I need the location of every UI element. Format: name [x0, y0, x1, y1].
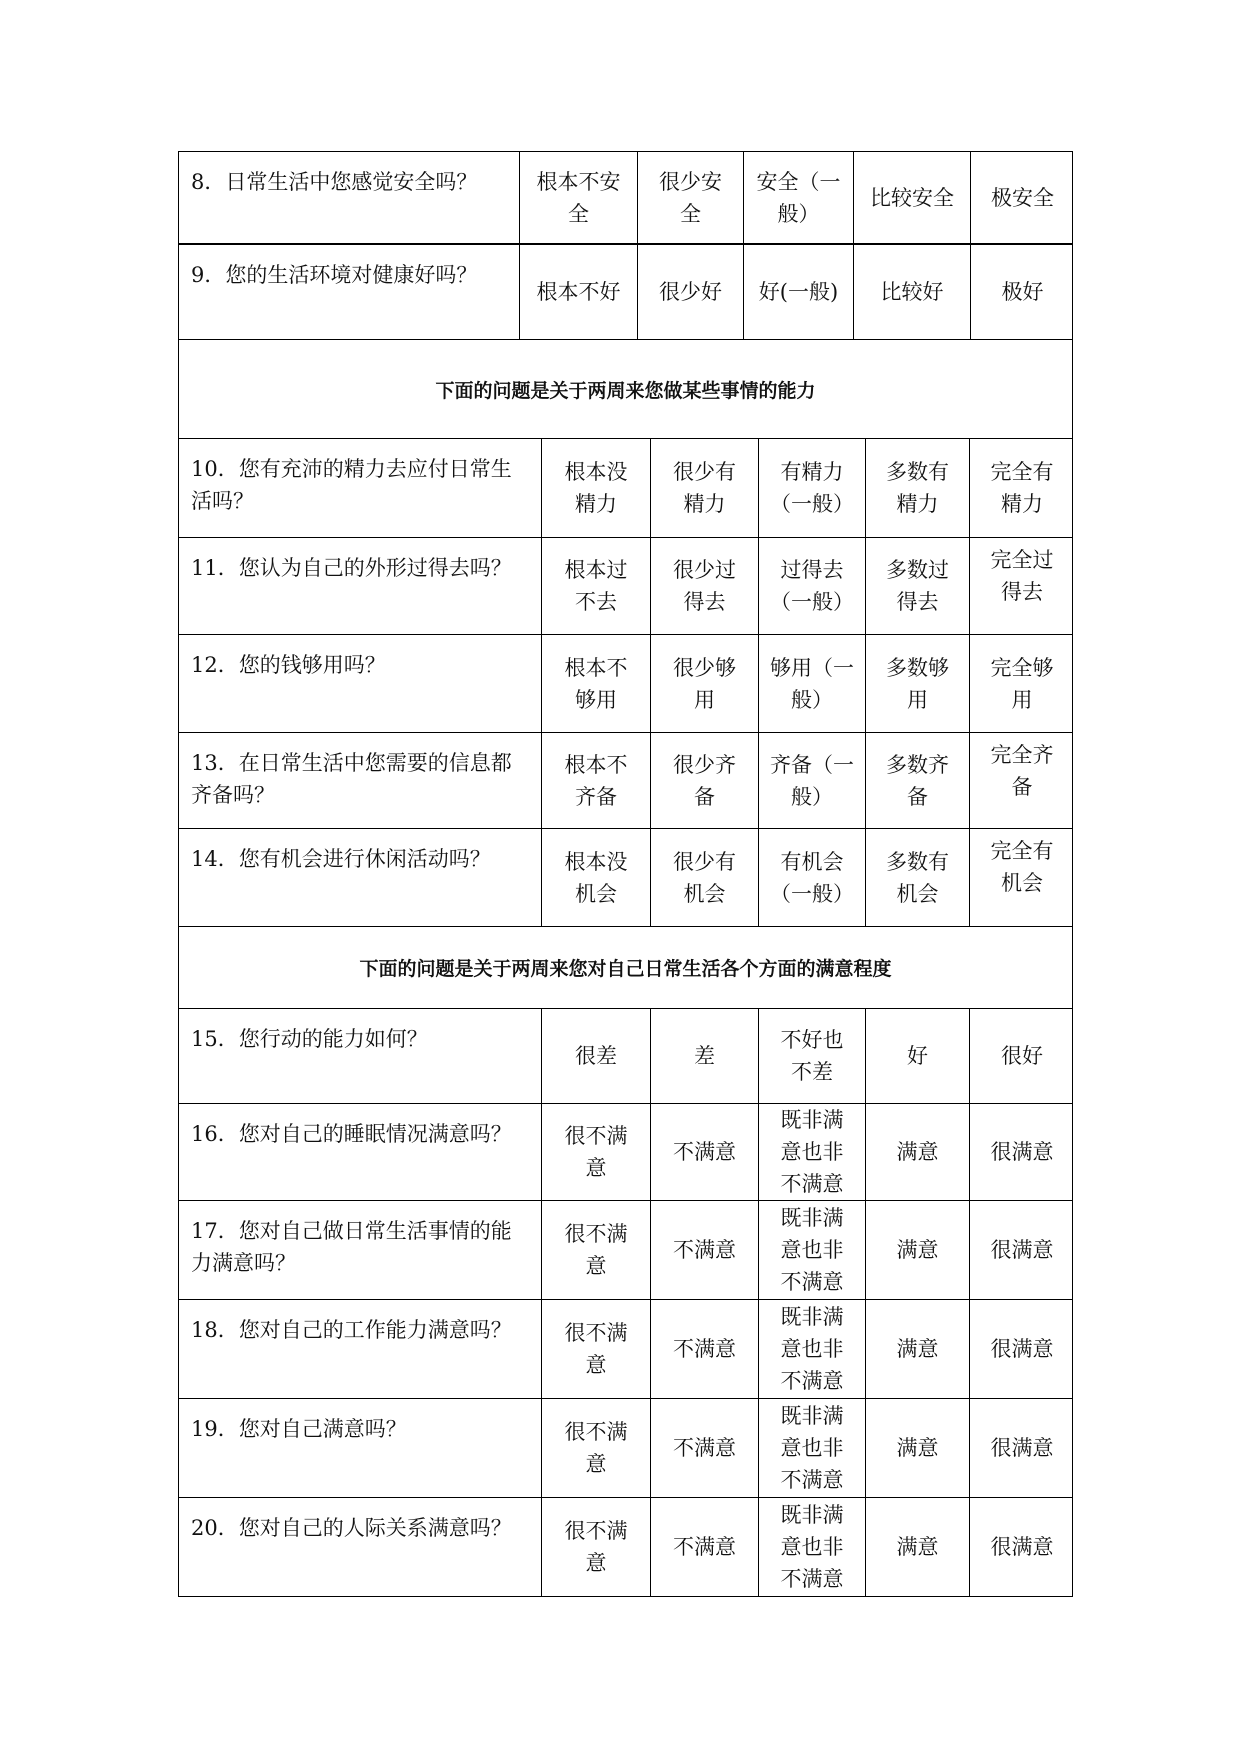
- answer-option[interactable]: [969, 439, 1074, 537]
- answer-option[interactable]: [758, 1104, 865, 1200]
- answer-option[interactable]: [650, 635, 758, 732]
- answer-option-label: 满意: [896, 1436, 939, 1460]
- answer-option[interactable]: [969, 1300, 1074, 1398]
- section-header: 下面的问题是关于两周来您做某些事情的能力: [435, 379, 816, 402]
- answer-option-label: 有精力 （一般）: [770, 460, 854, 516]
- answer-option-label: 安全（一 般）: [756, 169, 841, 226]
- answer-option-label: 很少过 得去: [673, 558, 736, 614]
- answer-option-label: 比较安全: [870, 185, 954, 210]
- answer-option[interactable]: [650, 829, 758, 926]
- answer-option[interactable]: [865, 538, 969, 634]
- answer-option-label: 多数有 精力: [886, 460, 949, 516]
- answer-option[interactable]: [650, 538, 758, 634]
- answer-option[interactable]: [650, 439, 758, 537]
- answer-option-label: 多数够 用: [886, 655, 949, 712]
- answer-option-label: 很少有 精力: [673, 460, 736, 516]
- question-row: [178, 538, 1073, 635]
- section-header-row: [178, 927, 1073, 1009]
- answer-option[interactable]: [758, 635, 865, 732]
- answer-option-label: 完全够 用: [990, 655, 1054, 712]
- answer-option-label: 极安全: [991, 185, 1054, 210]
- question-text: 9．您的生活环境对健康好吗？: [191, 263, 478, 287]
- answer-option[interactable]: [865, 439, 969, 537]
- question-text: 18．您对自己的工作能力满意吗？: [191, 1318, 512, 1342]
- question-row: [178, 1104, 1073, 1201]
- question-row: [178, 1009, 1073, 1104]
- question-text: 14．您有机会进行休闲活动吗？: [191, 847, 491, 871]
- answer-option[interactable]: [969, 538, 1074, 634]
- answer-option[interactable]: [969, 1009, 1074, 1103]
- answer-option-label: 过得去 （一般）: [770, 558, 854, 614]
- answer-option[interactable]: [758, 439, 865, 537]
- answer-option[interactable]: [650, 1201, 758, 1299]
- answer-option-label: 好: [907, 1044, 928, 1068]
- answer-option[interactable]: [541, 1300, 650, 1398]
- answer-option[interactable]: [969, 635, 1074, 732]
- answer-option-label: 完全有 机会: [990, 839, 1054, 895]
- question-text: 15．您行动的能力如何？: [191, 1027, 428, 1051]
- answer-option-label: 很满意: [990, 1436, 1054, 1460]
- answer-option[interactable]: [541, 733, 650, 828]
- answer-option-label: 极好: [1001, 280, 1044, 304]
- answer-option-label: 不满意: [673, 1436, 736, 1460]
- answer-option[interactable]: [541, 1009, 650, 1103]
- answer-option[interactable]: [637, 245, 743, 339]
- answer-option-label: 根本不好: [536, 280, 621, 304]
- answer-option-label: 好(一般): [758, 280, 839, 304]
- answer-option[interactable]: [743, 245, 853, 339]
- answer-option[interactable]: [541, 1104, 650, 1200]
- answer-option-label: 既非满 意也非 不满意: [780, 1404, 844, 1492]
- answer-option-label: 很不满 意: [564, 1519, 628, 1575]
- answer-option[interactable]: [758, 1498, 865, 1596]
- answer-option[interactable]: [541, 635, 650, 732]
- answer-option-label: 完全齐 备: [990, 743, 1054, 799]
- answer-option-label: 很不满 意: [564, 1222, 628, 1278]
- answer-option[interactable]: [758, 1009, 865, 1103]
- answer-option-label: 很满意: [990, 1535, 1054, 1559]
- answer-option-label: 多数过 得去: [886, 558, 949, 614]
- answer-option-label: 完全过 得去: [990, 548, 1054, 604]
- answer-option-label: 不满意: [673, 1337, 736, 1361]
- answer-option[interactable]: [969, 1498, 1074, 1596]
- answer-option-label: 很少有 机会: [673, 849, 736, 906]
- answer-option[interactable]: [541, 538, 650, 634]
- section-header: 下面的问题是关于两周来您对自己日常生活各个方面的满意程度: [359, 958, 892, 980]
- question-row: [178, 245, 1073, 340]
- answer-option[interactable]: [970, 152, 1074, 243]
- answer-option-label: 齐备（一 般）: [770, 752, 854, 809]
- answer-option-label: 很不满 意: [564, 1321, 628, 1377]
- answer-option-label: 不满意: [673, 1140, 736, 1164]
- question-row: [178, 1201, 1073, 1300]
- answer-option[interactable]: [650, 1300, 758, 1398]
- answer-option[interactable]: [519, 152, 637, 243]
- question-row: [178, 733, 1073, 829]
- answer-option[interactable]: [969, 1399, 1074, 1497]
- answer-option-label: 很少够 用: [673, 655, 736, 712]
- answer-option[interactable]: [865, 1498, 969, 1596]
- section-header-row: [178, 340, 1073, 439]
- answer-option[interactable]: [969, 1201, 1074, 1299]
- answer-option[interactable]: [519, 245, 637, 339]
- answer-option-label: 很好: [1001, 1044, 1043, 1068]
- questionnaire-table: [178, 151, 1073, 1597]
- answer-option-label: 既非满 意也非 不满意: [780, 1503, 844, 1591]
- answer-option-label: 很少安 全: [659, 169, 722, 226]
- answer-option[interactable]: [758, 733, 865, 828]
- answer-option-label: 根本没 机会: [564, 849, 628, 906]
- question-row: [178, 829, 1073, 927]
- answer-option-label: 根本不 齐备: [564, 752, 628, 809]
- answer-option-label: 比较好: [880, 280, 944, 304]
- answer-option[interactable]: [650, 1009, 758, 1103]
- answer-option[interactable]: [969, 733, 1074, 828]
- answer-option[interactable]: [853, 152, 970, 243]
- answer-option-label: 根本没 精力: [564, 460, 628, 516]
- question-row: [178, 439, 1073, 538]
- answer-option[interactable]: [865, 635, 969, 732]
- question-text: 12．您的钱够用吗？: [191, 653, 386, 677]
- question-row: [178, 151, 1073, 245]
- answer-option[interactable]: [758, 538, 865, 634]
- answer-option[interactable]: [541, 1201, 650, 1299]
- answer-option-label: 差: [694, 1044, 715, 1068]
- answer-option[interactable]: [758, 829, 865, 926]
- answer-option[interactable]: [865, 1009, 969, 1103]
- question-row: [178, 1399, 1073, 1498]
- answer-option-label: 既非满 意也非 不满意: [780, 1108, 844, 1196]
- answer-option-label: 很少齐 备: [673, 752, 736, 809]
- answer-option-label: 不好也 不差: [780, 1028, 844, 1084]
- answer-option-label: 很差: [575, 1044, 617, 1068]
- question-text: 10．您有充沛的精力去应付日常生活吗？: [191, 457, 512, 513]
- question-text: 19．您对自己满意吗？: [191, 1417, 407, 1441]
- answer-option[interactable]: [541, 1498, 650, 1596]
- answer-option[interactable]: [541, 829, 650, 926]
- answer-option[interactable]: [541, 1399, 650, 1497]
- answer-option-label: 多数有 机会: [886, 849, 949, 906]
- answer-option[interactable]: [865, 1300, 969, 1398]
- answer-option-label: 很满意: [990, 1337, 1054, 1361]
- answer-option-label: 很不满 意: [564, 1124, 628, 1180]
- answer-option[interactable]: [541, 439, 650, 537]
- answer-option-label: 不满意: [673, 1238, 736, 1262]
- answer-option-label: 很少好: [659, 280, 722, 304]
- answer-option-label: 完全有 精力: [990, 460, 1054, 516]
- answer-option-label: 满意: [896, 1238, 939, 1262]
- answer-option-label: 不满意: [673, 1535, 736, 1559]
- answer-option-label: 多数齐 备: [886, 752, 949, 809]
- answer-option-label: 很满意: [990, 1238, 1054, 1262]
- answer-option[interactable]: [650, 1498, 758, 1596]
- question-text: 13．在日常生活中您需要的信息都齐备吗？: [191, 751, 512, 807]
- answer-option[interactable]: [865, 733, 969, 828]
- answer-option[interactable]: [637, 152, 743, 243]
- answer-option[interactable]: [865, 1104, 969, 1200]
- answer-option-label: 很满意: [990, 1140, 1054, 1164]
- answer-option[interactable]: [853, 245, 970, 339]
- question-text: 17．您对自己做日常生活事情的能力满意吗？: [191, 1219, 512, 1275]
- question-text: 20．您对自己的人际关系满意吗？: [191, 1516, 512, 1540]
- answer-option-label: 根本不安 全: [536, 169, 621, 226]
- question-text: 16．您对自己的睡眠情况满意吗？: [191, 1122, 512, 1146]
- answer-option-label: 根本不 够用: [564, 655, 628, 712]
- answer-option[interactable]: [650, 1104, 758, 1200]
- answer-option-label: 根本过 不去: [564, 558, 628, 614]
- question-row: [178, 1300, 1073, 1399]
- answer-option-label: 满意: [896, 1140, 939, 1164]
- answer-option-label: 够用（一 般）: [770, 655, 854, 712]
- answer-option-label: 满意: [896, 1535, 939, 1559]
- question-text: 11．您认为自己的外形过得去吗？: [191, 556, 512, 580]
- answer-option-label: 既非满 意也非 不满意: [780, 1305, 844, 1393]
- answer-option[interactable]: [758, 1201, 865, 1299]
- answer-option[interactable]: [970, 245, 1074, 339]
- answer-option[interactable]: [865, 1201, 969, 1299]
- answer-option-label: 既非满 意也非 不满意: [780, 1206, 844, 1294]
- answer-option[interactable]: [758, 1399, 865, 1497]
- answer-option[interactable]: [758, 1300, 865, 1398]
- answer-option[interactable]: [650, 1399, 758, 1497]
- answer-option[interactable]: [969, 829, 1074, 926]
- answer-option-label: 有机会 （一般）: [770, 849, 854, 906]
- answer-option[interactable]: [865, 829, 969, 926]
- answer-option[interactable]: [969, 1104, 1074, 1200]
- answer-option-label: 很不满 意: [564, 1420, 628, 1476]
- question-text: 8．日常生活中您感觉安全吗？: [191, 170, 478, 194]
- answer-option-label: 满意: [896, 1337, 939, 1361]
- question-row: [178, 635, 1073, 733]
- answer-option[interactable]: [743, 152, 853, 243]
- answer-option[interactable]: [865, 1399, 969, 1497]
- answer-option[interactable]: [650, 733, 758, 828]
- question-row: [178, 1498, 1073, 1597]
